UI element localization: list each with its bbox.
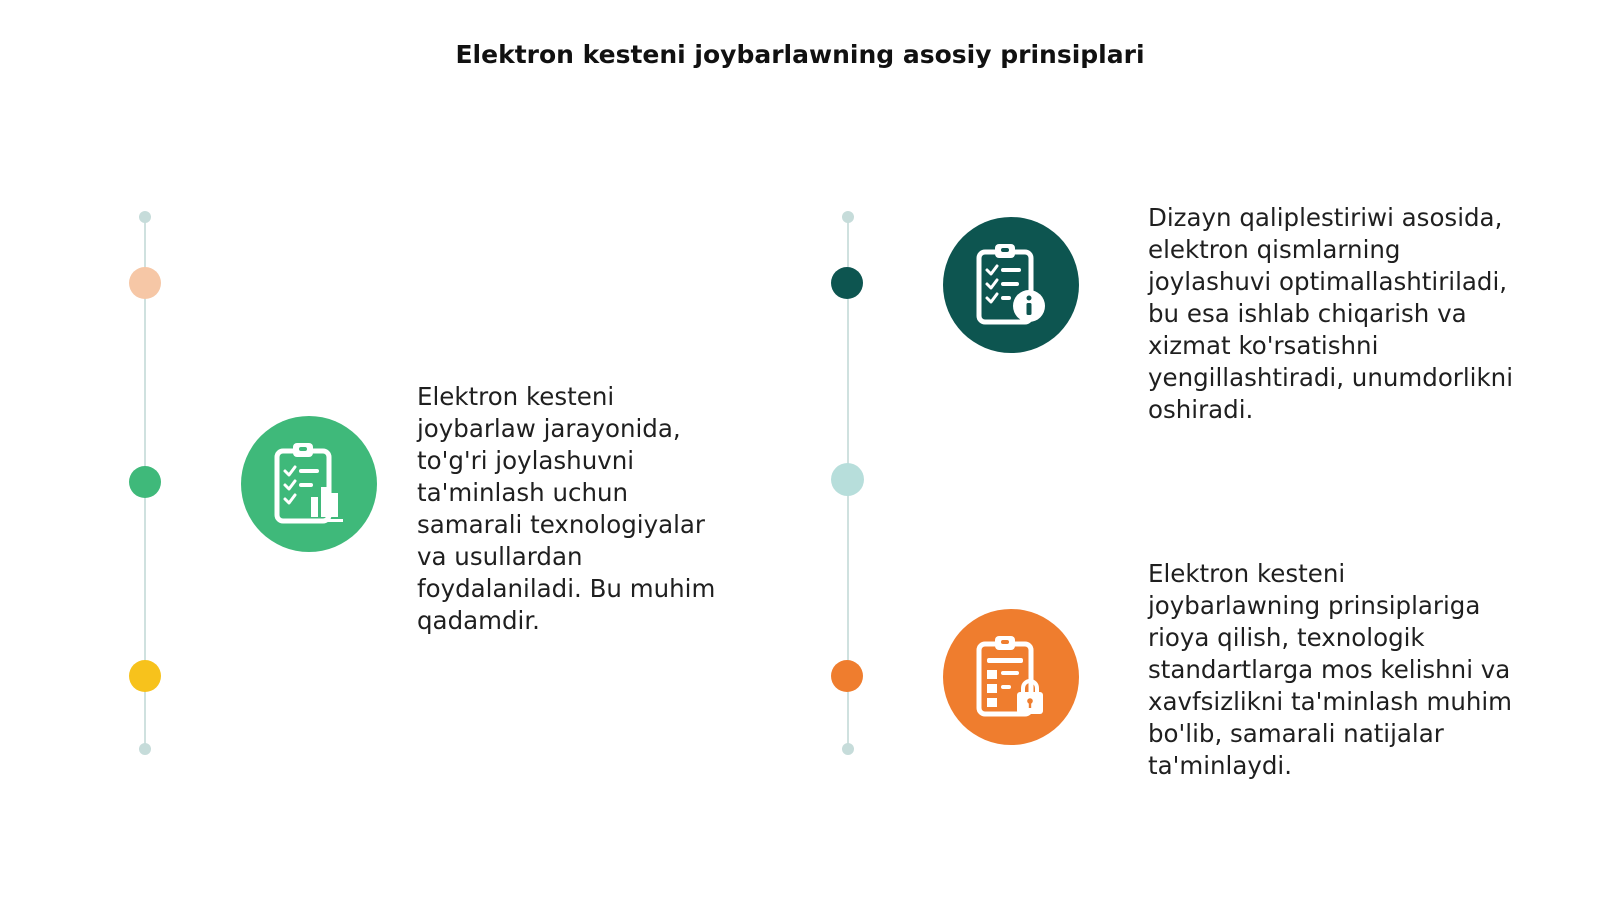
step-2-badge [943,217,1079,353]
step-3-text: Elektron kesteni joybarlawning prinsiplariga rioya qilish, texnologik standartlarga mos kelishni va xavfsizlikni ta'minlash muhim bo'lib, samarali natijalar ta'minlaydi. [1148,559,1513,780]
clipboard-lock-icon [973,634,1049,720]
page-title: Elektron kesteni joybarlawning asosiy prinsiplari [455,40,1145,69]
left-timeline-dot-green [129,466,161,498]
step-3-badge [943,609,1079,745]
right-timeline-dot-orange [831,660,863,692]
clipboard-info-icon [973,242,1049,328]
right-timeline-dot-dark-teal [831,267,863,299]
step-1-text: Elektron kesteni joybarlaw jarayonida, to'g'ri joylashuvni ta'minlash uchun samarali texnologiyalar va usullardan foydalaniladi. Bu muhim qadamdir. [417,382,716,635]
step-2-text: Dizayn qaliplestiriwi asosida, elektron qismlarning joylashuvi optimallashtiriladi, bu esa ishlab chiqarish va xizmat ko'rsatishni yengillashtiradi, unumdorlikni oshiradi. [1148,203,1514,424]
left-timeline-top-cap [139,211,151,223]
right-timeline-top-cap [842,211,854,223]
left-timeline-bottom-cap [139,743,151,755]
left-timeline-dot-yellow [129,660,161,692]
right-timeline-dot-light-teal [831,463,864,496]
step-1-badge [241,416,377,552]
left-timeline-dot-peach [129,267,161,299]
clipboard-chart-icon [271,441,347,527]
right-timeline-bottom-cap [842,743,854,755]
